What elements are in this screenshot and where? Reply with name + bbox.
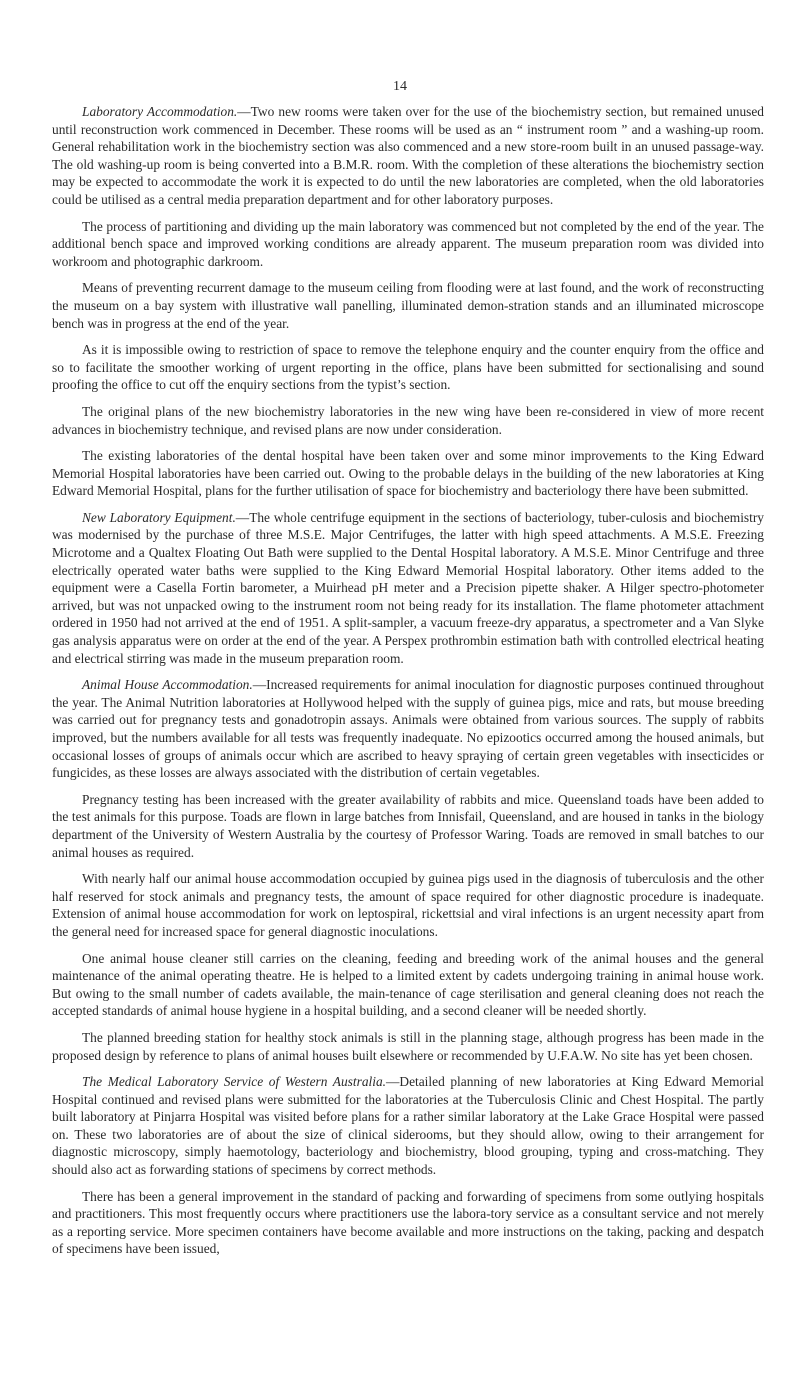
paragraph (52, 279, 764, 332)
paragraph (52, 403, 764, 438)
page-number: 14 (393, 79, 407, 94)
paragraph (52, 218, 764, 271)
section-heading: Animal House Accommodation. (82, 677, 253, 693)
paragraph (52, 791, 764, 861)
paragraph (52, 509, 764, 667)
section-heading: Laboratory Accommodation. (82, 104, 238, 119)
paragraph-text: One animal house cleaner still carries on the cleaning, feeding and breeding work of the animal houses and the general maintenance of the animal operating theatre. He is helped to a limited extent by cadets undergoing training in animal house work. But owing to the small number of cadets available, the main-tenance of cage sterilisation and general cleaning does not reach the accepted standards of animal house hygiene in a hospital building, and a second cleaner will be needed shortly. (52, 950, 764, 1019)
paragraph (52, 447, 764, 500)
paragraph-text: The original plans of the new biochemistry laboratories in the new wing have been re-considered in view of more recent advances in biochemistry technique, and revised plans are now under consideration. (52, 403, 764, 437)
paragraph-text: The planned breeding station for healthy stock animals is still in the planning stage, although progress has been made in the proposed design by reference to plans of animal houses built elsewhere or recommended by U.F.A.W. No site has yet been chosen. (52, 1029, 764, 1063)
paragraph (52, 341, 764, 394)
section-heading: The Medical Laboratory Service of Western Australia. (82, 1074, 387, 1090)
paragraph-text: With nearly half our animal house accommodation occupied by guinea pigs used in the diagnosis of tuberculosis and the other half reserved for stock animals and pregnancy tests, the amount of space required for other diagnostic procedure is inadequate. Extension of animal house accommodation for work on leptospiral, rickettsial and viral infections is an urgent necessity apart from the general need for increased space for general diagnostic inoculations. (52, 871, 764, 939)
paragraph-text: —The whole centrifuge equipment in the sections of bacteriology, tuber-culosis and biochemistry was modernised by the purchase of three M.S.E. Major Centrifuges, the latter with high speed attachments. A M.S.E. Freezing Microtome and a Qualtex Floating Out Bath were supplied to the Dental Hospital laboratory. A M.S.E. Minor Centrifuge and three electrically operated water baths were supplied to the King Edward Memorial Hospital laboratory. Other items added to the equipment were a Casella Fortin barometer, a Muirhead pH meter and a Precision pipette shaker. A Hilger spectro-photometer arrived, but was not unpacked owing to the instrument room not being ready for its installation. The flame photometer attachment ordered in 1950 had not arrived at the end of 1951. A split-sampler, a vacuum freeze-dry apparatus, a spectrometer and a Van Slyke gas analysis apparatus were on order at the end of the year. A Perspex prothrombin estimation bath with controlled electrical heating and electrical stirring was made in the museum preparation room. (52, 509, 765, 666)
paragraph-text: —Two new rooms were taken over for the use of the biochemistry section, but remained unused until reconstruction work commenced in December. These rooms will be used as an “ instrument room ” and a washing-up room. General rehabilitation work in the biochemistry section was also commenced and a new store-room built in an unused passage-way. The old washing-up room is being converted into a B.M.R. room. With the completion of these alterations the biochemistry section may be expected to accommodate the work it is expected to do until the new laboratories are completed, when the old laboratories could be utilised as a central media preparation department and for other laboratory purposes. (52, 104, 765, 207)
paragraph-text: Pregnancy testing has been increased with the greater availability of rabbits and mice. Queensland toads have been added to the test animals for this purpose. Toads are flown in large batches from Innisfail, Queensland, and are housed in tanks in the biology department of the University of Western Australia by the courtesy of Professor Waring. Toads are removed in small batches to our animal houses as required. (52, 791, 764, 860)
paragraph-text: The process of partitioning and dividing up the main laboratory was commenced but not completed by the end of the year. The additional bench space and improved working conditions are already apparent. The museum preparation room was divided into workroom and photographic darkroom. (52, 218, 764, 269)
paragraph-text: There has been a general improvement in the standard of packing and forwarding of specimens from some outlying hospitals and practitioners. This most frequently occurs where practitioners use the labora-tory service as a consultant service and not merely as a reporting service. More specimen containers have become available and more instructions on the taking, packing and despatch of specimens have been issued, (52, 1188, 764, 1257)
paragraph (52, 1073, 764, 1179)
paragraph (52, 870, 764, 940)
paragraph (52, 1188, 764, 1258)
paragraph-text: Means of preventing recurrent damage to the museum ceiling from flooding were at last found, and the work of reconstructing the museum on a bay system with illustrative wall panelling, illuminated demon-stration stands and an illuminated microscope bench was in progress at the end of the year. (52, 280, 764, 331)
paragraph-text: —Detailed planning of new laboratories at King Edward Memorial Hospital continued and revised plans were submitted for the laboratories at the Tuberculosis Clinic and Chest Hospital. The partly built laboratory at Pinjarra Hospital was visited before plans for a rather similar laboratory at the Lake Grace Hospital were passed on. These two laboratories are of about the size of clinical siderooms, but they should allow, owing to their arrangement for diagnostic microscopy, simply haemotology, bacteriology and biochemistry, blood grouping, typing and cross-matching. They should also act as forwarding stations of specimens by correct methods. (52, 1074, 765, 1178)
paragraph (52, 1029, 764, 1064)
paragraph-text: As it is impossible owing to restriction of space to remove the telephone enquiry and the counter enquiry from the office and so to facilitate the smoother working of urgent reporting in the office, plans have been submitted for sectionalising and sound proofing the office to cut off the enquiry sections from the typist’s section. (52, 342, 764, 393)
paragraph (52, 676, 764, 782)
paragraph-text: —Increased requirements for animal inoculation for diagnostic purposes continued throughout the year. The Animal Nutrition laboratories at Hollywood helped with the supply of guinea pigs, mice and rats, but mouse breeding was carried out for pregnancy tests and gonadotropin assays. Animals were obtained from various sources. The supply of rabbits improved, but the numbers available for all tests was frequently inadequate. No epizootics occurred among the housed animals, but occasional losses of groups of animals occur which are ascribed to heavy spraying of certain green vegetables with insecticides or fungicides, as these losses are always associated with the distribution of certain vegetables. (52, 677, 765, 781)
paragraph (52, 103, 764, 209)
paragraph-text: The existing laboratories of the dental hospital have been taken over and some minor improvements to the King Edward Memorial Hospital laboratories have been carried out. Owing to the probable delays in the building of the new laboratories at King Edward Memorial Hospital, plans for the further utilisation of space for biochemistry and bacteriology there have been submitted. (52, 448, 764, 499)
body-text (52, 103, 764, 1267)
paragraph (52, 950, 764, 1020)
section-heading: New Laboratory Equipment. (82, 509, 236, 525)
